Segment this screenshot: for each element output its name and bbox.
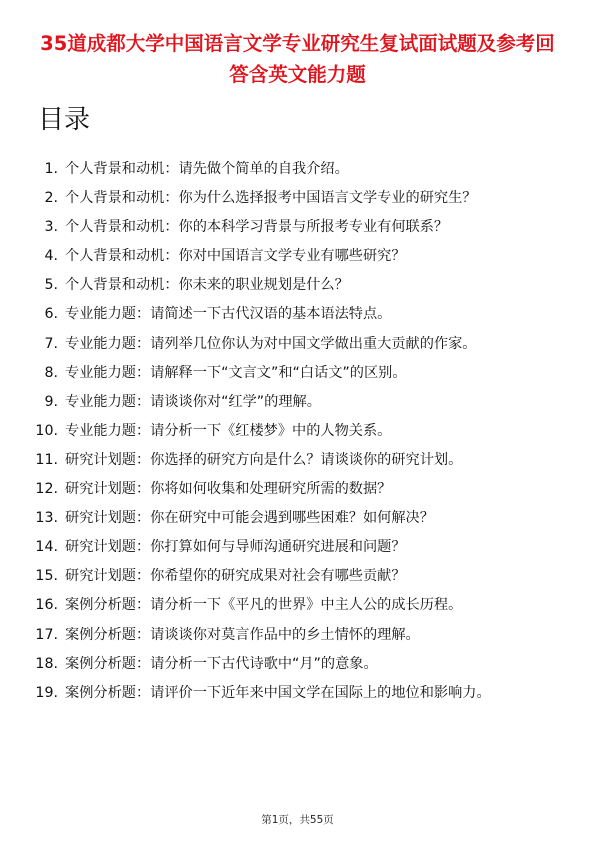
toc-item[interactable] bbox=[28, 653, 568, 675]
toc-item-text: 专业能力题：请列举几位你认为对中国文学做出重大贡献的作家。 bbox=[65, 335, 477, 352]
toc-item-number: 1. bbox=[44, 161, 58, 177]
document-title: 35道成都大学中国语言文学专业研究生复试面试题及参考回答含英文能力题 bbox=[40, 32, 555, 86]
toc-item[interactable] bbox=[28, 158, 568, 180]
toc-item-number: 12. bbox=[35, 481, 58, 498]
toc-item-number: 18. bbox=[35, 655, 58, 672]
toc-item-text: 个人背景和动机：你的本科学习背景与所报考专业有何联系？ bbox=[65, 219, 449, 236]
toc-item-number: 14. bbox=[35, 539, 58, 556]
toc-item-number: 11. bbox=[35, 451, 58, 468]
toc-item[interactable] bbox=[28, 449, 568, 471]
toc-item-text: 个人背景和动机：你未来的职业规划是什么？ bbox=[65, 277, 349, 294]
toc-item[interactable] bbox=[28, 216, 568, 238]
toc-item[interactable] bbox=[28, 478, 568, 500]
toc-item[interactable] bbox=[28, 682, 568, 704]
toc-item-text: 专业能力题：请分析一下《红楼梦》中的人物关系。 bbox=[65, 422, 392, 439]
toc-item[interactable] bbox=[28, 333, 568, 355]
toc-item[interactable] bbox=[28, 594, 568, 616]
toc-item-text: 研究计划题：你在研究中可能会遇到哪些困难？如何解决？ bbox=[65, 510, 434, 527]
toc-item-text: 研究计划题：你打算如何与导师沟通研究进展和问题？ bbox=[65, 539, 406, 556]
toc-item[interactable] bbox=[28, 624, 568, 646]
toc-item-number: 17. bbox=[35, 626, 58, 643]
toc-item-number: 9. bbox=[44, 393, 58, 410]
toc-item-text: 个人背景和动机：你为什么选择报考中国语言文学专业的研究生？ bbox=[65, 190, 477, 207]
toc-item-number: 4. bbox=[44, 248, 58, 265]
toc-item[interactable] bbox=[28, 565, 568, 587]
toc-item-number: 8. bbox=[44, 364, 58, 381]
toc-item[interactable] bbox=[28, 362, 568, 384]
toc-item[interactable] bbox=[28, 274, 568, 296]
toc-item[interactable] bbox=[28, 507, 568, 529]
toc-item-number: 2. bbox=[44, 190, 58, 207]
toc-item-number: 10. bbox=[35, 422, 58, 439]
toc-item-text: 个人背景和动机：你对中国语言文学专业有哪些研究？ bbox=[65, 248, 406, 265]
toc-item-number: 16. bbox=[35, 597, 58, 614]
toc-item-text: 专业能力题：请解释一下“文言文”和“白话文”的区别。 bbox=[65, 364, 407, 381]
toc-item-number: 7. bbox=[44, 335, 58, 352]
toc-item-text: 研究计划题：你将如何收集和处理研究所需的数据？ bbox=[65, 481, 392, 498]
toc-item-number: 13. bbox=[35, 510, 58, 527]
toc-item-text: 专业能力题：请简述一下古代汉语的基本语法特点。 bbox=[65, 306, 392, 323]
toc-item-text: 个人背景和动机：请先做个简单的自我介绍。 bbox=[65, 161, 349, 177]
toc-item-text: 研究计划题：你希望你的研究成果对社会有哪些贡献？ bbox=[65, 568, 406, 585]
toc-item-text: 专业能力题：请谈谈你对“红学”的理解。 bbox=[65, 393, 321, 410]
toc-item[interactable] bbox=[28, 303, 568, 325]
toc-item[interactable] bbox=[28, 536, 568, 558]
toc-item-number: 6. bbox=[44, 306, 58, 323]
toc-item-text: 案例分析题：请分析一下古代诗歌中“月”的意象。 bbox=[65, 655, 378, 672]
toc-heading: 目录 bbox=[38, 105, 91, 135]
toc-item[interactable] bbox=[28, 245, 568, 267]
toc-item-text: 案例分析题：请评价一下近年来中国文学在国际上的地位和影响力。 bbox=[65, 684, 491, 701]
toc-item-text: 案例分析题：请谈谈你对莫言作品中的乡土情怀的理解。 bbox=[65, 626, 420, 643]
toc-item-number: 15. bbox=[35, 568, 58, 585]
toc-item-number: 19. bbox=[35, 684, 58, 701]
toc-item[interactable] bbox=[28, 187, 568, 209]
toc-item-number: 5. bbox=[44, 277, 58, 294]
toc-item-text: 研究计划题：你选择的研究方向是什么？请谈谈你的研究计划。 bbox=[65, 451, 463, 468]
toc-item[interactable] bbox=[28, 391, 568, 413]
toc-list bbox=[28, 158, 568, 711]
toc-item[interactable] bbox=[28, 420, 568, 442]
toc-item-number: 3. bbox=[44, 219, 58, 236]
page-footer: 第1页，共55页 bbox=[261, 814, 334, 826]
toc-item-text: 案例分析题：请分析一下《平凡的世界》中主人公的成长历程。 bbox=[65, 597, 463, 614]
